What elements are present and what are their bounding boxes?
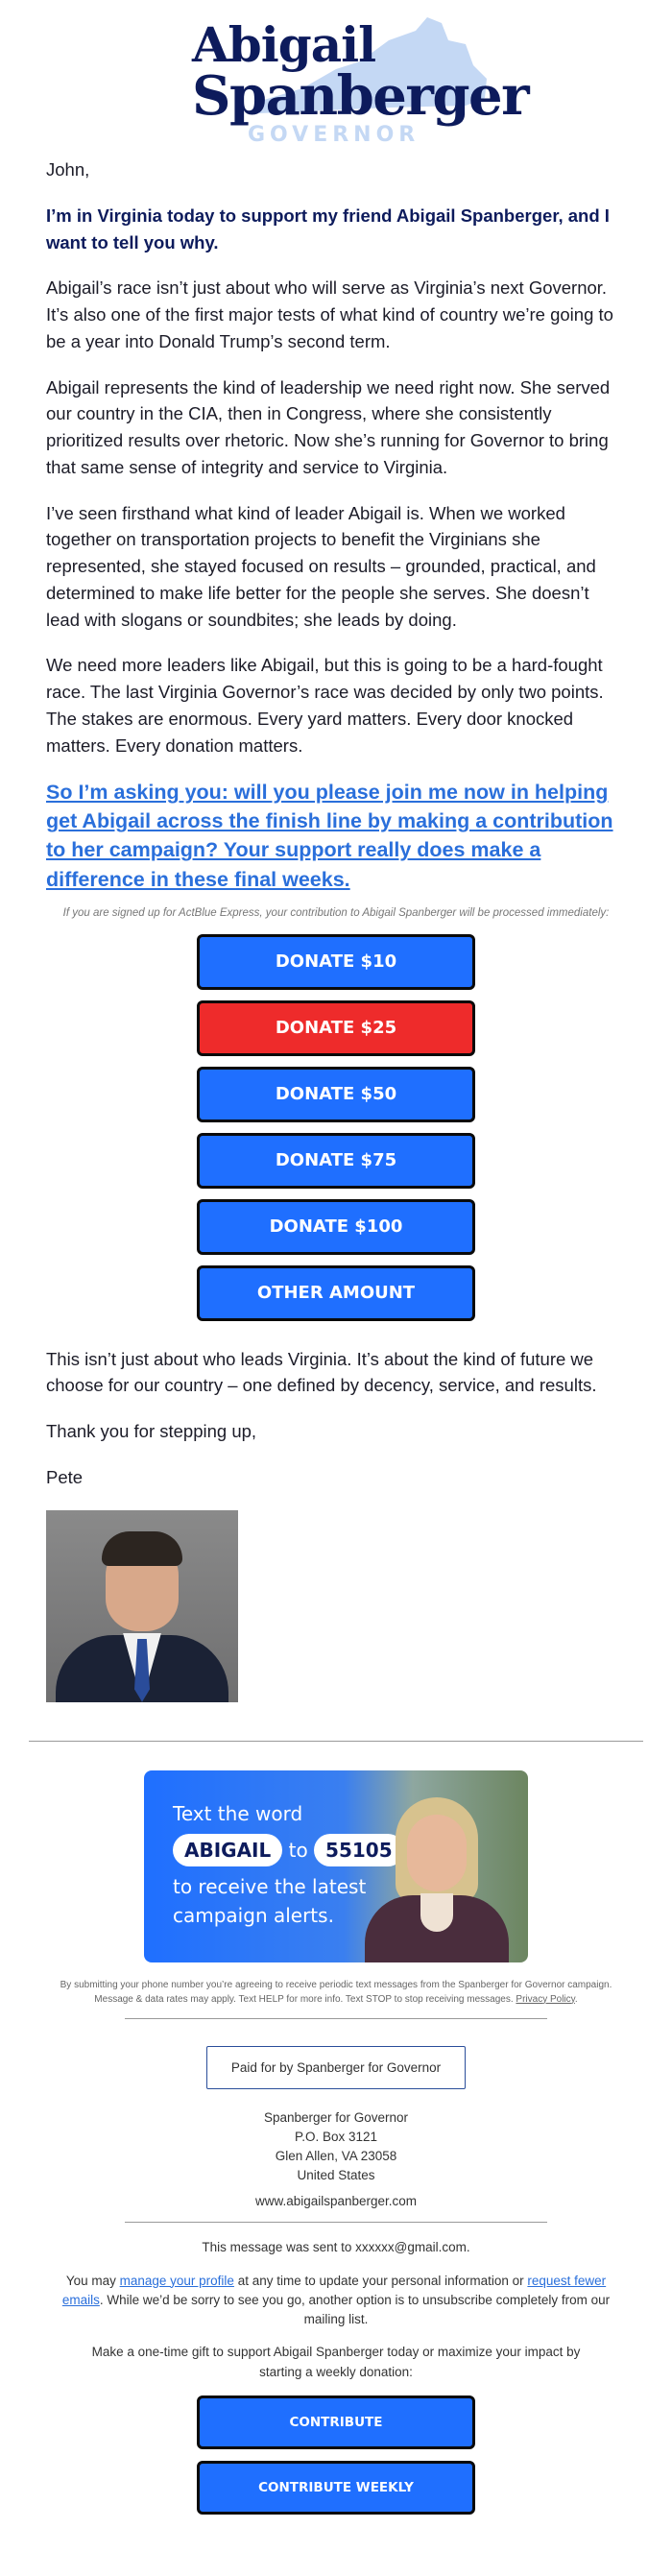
sms-keyword: ABIGAIL	[173, 1834, 282, 1866]
manage-preferences-text: You may manage your profile at any time to update your personal information or request fewer emails. While we’d be sorry to see you go, another option is to unsubscribe completely from our mailing list.	[61, 2273, 611, 2327]
closing-thanks: Thank you for stepping up,	[46, 1421, 257, 1442]
sms-line3: to receive the latest	[173, 1874, 367, 1898]
campaign-logo	[0, 0, 672, 149]
donate-100-button[interactable]: DONATE $100	[197, 1199, 475, 1255]
body-paragraph: Abigail’s race isn’t just about who will serve as Virginia’s next Governor. It’s also one of the first major tests of what kind of country we’re going to be a year into Donald Trump’s second term.	[46, 277, 613, 351]
email-closing	[0, 1346, 672, 1491]
contribute-buttons	[0, 2395, 672, 2515]
campaign-website: www.abigailspanberger.com	[254, 2193, 418, 2208]
sms-number: 55105	[314, 1834, 404, 1866]
lead-paragraph: I’m in Virginia today to support my friend Abigail Spanberger, and I want to tell you why.	[46, 205, 610, 253]
contribute-weekly-button[interactable]: CONTRIBUTE WEEKLY	[197, 2461, 475, 2515]
donate-10-button[interactable]: DONATE $10	[197, 934, 475, 990]
donate-75-button[interactable]: DONATE $75	[197, 1133, 475, 1189]
signature: Pete	[46, 1466, 84, 1487]
sms-signup-banner[interactable]	[144, 1770, 528, 1962]
salutation: John,	[46, 159, 90, 180]
donation-buttons	[0, 934, 672, 1321]
donate-50-button[interactable]: DONATE $50	[197, 1067, 475, 1122]
contribute-button[interactable]: CONTRIBUTE	[197, 2395, 475, 2449]
body-paragraph: I’ve seen firsthand what kind of leader Abigail is. When we worked together on transportation projects to benefit the Virginians she represented, she stayed focused on results – grounded, practical, and determined to make life better for the people she serves. She doesn’t lead with slogans or soundbites; she leads by doing.	[46, 502, 596, 630]
ask-paragraph	[46, 778, 626, 893]
footer-divider-2	[125, 2222, 547, 2223]
section-divider	[29, 1741, 643, 1742]
request-fewer-emails-link[interactable]: request fewer emails	[61, 2273, 607, 2307]
footer-divider	[125, 2018, 547, 2019]
donation-ask-link[interactable]: So I’m asking you: will you please join me now in helping get Abigail across the finish line by making a contribution to her campaign? Your support really does make a difference in these final weeks.	[46, 781, 613, 891]
sent-to-notice: This message was sent to xxxxxx@gmail.com.	[202, 2239, 470, 2254]
sms-line4: campaign alerts.	[173, 1903, 334, 1927]
logo-last-name: Spanberger	[192, 64, 529, 128]
paid-for-disclaimer: Paid for by Spanberger for Governor	[206, 2046, 466, 2089]
logo-office: GOVERNOR	[248, 123, 420, 147]
body-paragraph: Abigail represents the kind of leadership we need right now. She served our country in the CIA, then in Congress, where she consistently prioritized results over rhetoric. Now she’s running for Governor to bring that same sense of integrity and service to Virginia.	[46, 376, 611, 477]
signer-portrait	[46, 1510, 238, 1702]
body-paragraph: We need more leaders like Abigail, but this is going to be a hard-fought race. The last Virginia Governor’s race was decided by only two points. The stakes are enormous. Every yard matters. Every door knocked matters. Every donation matters.	[46, 655, 604, 756]
sms-to: to	[288, 1838, 308, 1862]
actblue-express-note: If you are signed up for ActBlue Express, your contribution to Abigail Spanberger will be processed immediately:	[62, 906, 610, 919]
privacy-policy-link[interactable]: Privacy Policy	[516, 1993, 575, 2005]
closing-paragraph: This isn’t just about who leads Virginia. It’s about the kind of future we choose for our country – one defined by decency, service, and results.	[46, 1348, 597, 1396]
sms-line1: Text the word	[173, 1801, 303, 1825]
gift-note: Make a one-time gift to support Abigail Spanberger today or maximize your impact by starting a weekly donation:	[91, 2345, 581, 2379]
logo-first-name: Abigail	[192, 16, 376, 73]
manage-profile-link[interactable]: manage your profile	[119, 2273, 234, 2288]
candidate-photo	[365, 1790, 509, 1962]
sms-fine-print: By submitting your phone number you’re agreeing to receive periodic text messages from the Spanberger for Governor campaign. Message & data rates may apply. Text HELP for more info. Text STOP to stop receiving messages. Privacy Policy.	[60, 1979, 612, 2005]
donate-25-button[interactable]: DONATE $25	[197, 1000, 475, 1056]
email-body	[0, 156, 672, 894]
mailing-address: Spanberger for Governor P.O. Box 3121 Glen Allen, VA 23058 United States	[263, 2109, 409, 2183]
other-amount-button[interactable]: OTHER AMOUNT	[197, 1265, 475, 1321]
